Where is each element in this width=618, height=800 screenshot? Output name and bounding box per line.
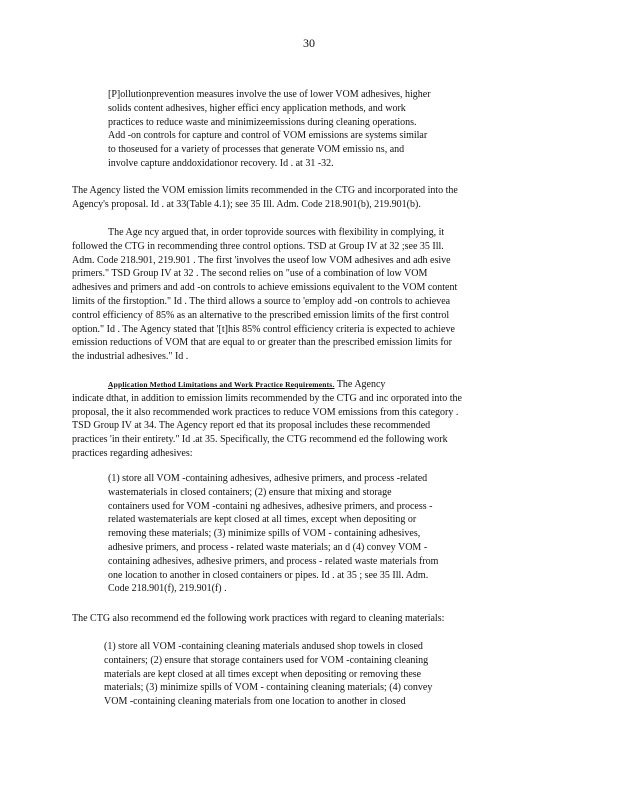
text-line: option." Id . The Agency stated that '[t]his 85% control efficiency criteria is expected to achieve: [72, 323, 455, 335]
text-line: (1) store all VOM -containing adhesives, adhesive primers, and process -related: [108, 473, 428, 484]
text-line: followed the CTG in recommending three control options. TSD at Group IV at 32 ;see 35 Ill.: [72, 240, 444, 252]
text-line: TSD Group IV at 34. The Agency report ed that its proposal includes these recommended: [72, 420, 431, 432]
text-line: removing these materials; (3) minimize spills of VOM - containing adhesives,: [108, 528, 421, 540]
text-line: practices regarding adhesives:: [72, 447, 193, 459]
text-line: emission reductions of VOM that are equal to or greater than the prescribed emission limits for: [72, 337, 452, 349]
text-line: limits of the firstoption." Id . The third allows a source to 'employ add -on controls to achievea: [72, 295, 451, 307]
block-quote-cleaning-practices: [104, 640, 496, 709]
text-line: solids content adhesives, higher effici ency application methods, and work: [108, 102, 406, 114]
text-line: involve capture anddoxidationor recovery. Id . at 31 -32.: [108, 157, 334, 169]
text-line-tail: The Agency: [336, 379, 386, 390]
text-line: wastematerials in closed containers; (2) ensure that mixing and storage: [108, 486, 392, 498]
text-line: proposal, the it also recommended work practices to reduce VOM emissions from this category .: [72, 406, 459, 418]
text-line: Agency's proposal. Id . at 33(Table 4.1); see 35 Ill. Adm. Code 218.901(b), 219.901(b).: [72, 198, 421, 210]
text-line: related wastematerials are kept closed at all times, except when depositing or: [108, 514, 417, 526]
text-line: adhesives and primers and add -on controls to achieve emissions equivalent to the VOM content: [72, 282, 458, 294]
text-line: Adm. Code 218.901, 219.901 . The first 'involves the useof low VOM adhesives and adh esive: [72, 254, 451, 266]
paragraph-vom-emission-limits: [72, 184, 540, 212]
text-line: control efficiency of 85% as an alternative to the prescribed emission limits of the first control: [72, 309, 450, 321]
paragraph-work-practice-requirements: [72, 378, 540, 461]
text-line: adhesive primers, and process - related waste materials; an d (4) convey VOM -: [108, 541, 428, 553]
text-line: containers; (2) ensure that storage containers used for VOM -containing cleaning: [104, 654, 429, 666]
text-line: [72, 378, 540, 392]
text-line: Code 218.901(f), 219.901(f) .: [108, 583, 227, 595]
paragraph-cleaning-materials-intro: [72, 612, 540, 626]
text-line: The Age ncy argued that, in order toprovide sources with flexibility in complying, it: [108, 227, 445, 238]
text-line: indicate dthat, in addition to emission limits recommended by the CTG and inc orporated into the: [72, 392, 462, 404]
text-line: [P]ollutionprevention measures involve the use of lower VOM adhesives, higher: [108, 89, 431, 100]
text-line: containing adhesives, adhesive primers, and process - related waste materials from: [108, 555, 439, 567]
section-heading: Application Method Limitations and Work Practice Requirements.: [108, 380, 335, 389]
text-line: The Agency listed the VOM emission limits recommended in the CTG and incorporated into the: [72, 185, 458, 196]
text-line: practices 'in their entirety." Id .at 35. Specifically, the CTG recommend ed the following work: [72, 434, 448, 446]
text-line: one location to another in closed containers or pipes. Id . at 35 ; see 35 Ill. Adm.: [108, 569, 429, 581]
paragraph-control-options: [72, 226, 540, 364]
text-line: materials; (3) minimize spills of VOM - containing cleaning materials; (4) convey: [104, 682, 433, 694]
text-line: The CTG also recommend ed the following work practices with regard to cleaning materials:: [72, 613, 445, 624]
block-quote-pollution-prevention: [108, 88, 496, 171]
text-line: practices to reduce waste and minimizeemissions during cleaning operations.: [108, 116, 417, 128]
text-line: primers." TSD Group IV at 32 . The second relies on "use of a combination of low VOM: [72, 268, 428, 280]
text-line: to thoseused for a variety of processes that generate VOM emissio ns, and: [108, 144, 405, 156]
page-number: 30: [303, 36, 315, 50]
text-line: the industrial adhesives." Id .: [72, 351, 189, 363]
text-line: (1) store all VOM -containing cleaning materials andused shop towels in closed: [104, 641, 423, 652]
text-line: Add -on controls for capture and control of VOM emissions are systems similar: [108, 130, 428, 142]
text-line: VOM -containing cleaning materials from one location to another in closed: [104, 696, 406, 708]
text-line: materials are kept closed at all times except when depositing or removing these: [104, 668, 422, 680]
text-line: containers used for VOM -containi ng adhesives, adhesive primers, and process -: [108, 500, 433, 512]
block-quote-adhesive-practices: [108, 472, 496, 596]
